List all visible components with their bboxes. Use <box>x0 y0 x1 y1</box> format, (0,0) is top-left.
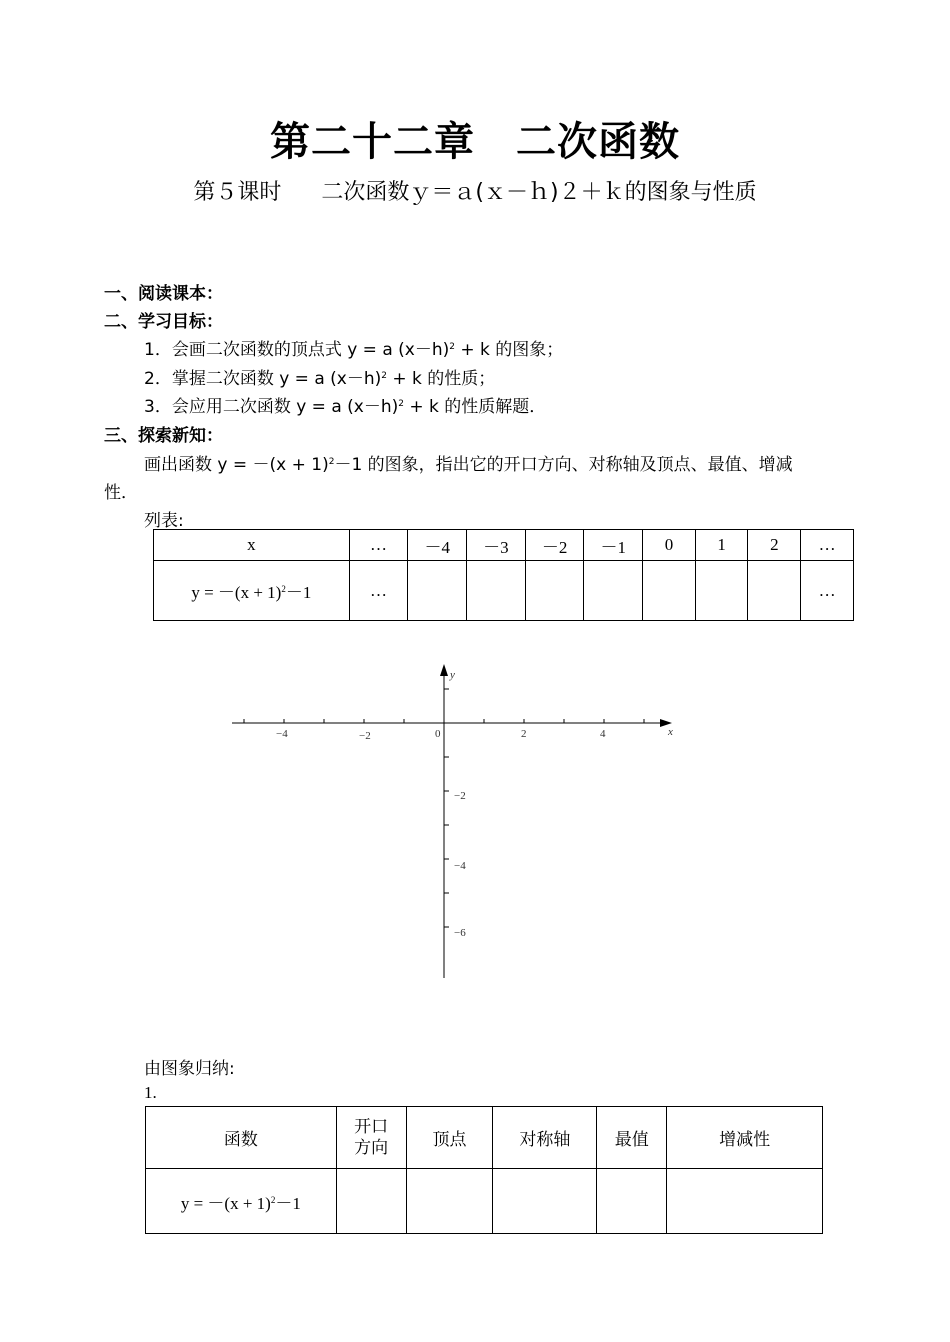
table-cell: 2 <box>748 530 801 561</box>
summary-label: 由图象归纳: <box>144 1059 235 1079</box>
table-cell[interactable] <box>493 1169 597 1234</box>
y-tick-label: −4 <box>454 860 466 872</box>
page-title: 第二十二章 二次函数 <box>270 119 680 165</box>
table-row <box>146 1107 823 1169</box>
function-cell: $y = -(x + 1)^2-1$ <box>154 561 350 621</box>
table-cell: … <box>801 561 854 621</box>
table-cell: … <box>349 530 408 561</box>
x-axis-label: x <box>668 726 673 738</box>
table-cell[interactable] <box>667 1169 823 1234</box>
table-cell: x <box>154 530 350 561</box>
function-cell: $y = -(x + 1)^2-1$ <box>146 1169 337 1234</box>
header-vertex: 顶点 <box>406 1107 493 1169</box>
header-monotonicity: 增减性 <box>667 1107 823 1169</box>
header-extreme-value: 最值 <box>597 1107 667 1169</box>
task-text: 画出函数 $y = -(x + 1)^2-1$ 的图象，指出它的开口方向、对称轴及顶点、最值、增减 <box>144 455 793 475</box>
table-cell[interactable] <box>406 1169 493 1234</box>
section-goals-heading: 二、学习目标： <box>104 312 223 332</box>
lesson-topic: 二次函数ｙ＝ａ(ｘ－ｈ)２＋ｋ的图象与性质 <box>321 180 757 205</box>
section-read-heading: 一、阅读课本： <box>104 284 223 304</box>
table-cell: 0 <box>643 530 696 561</box>
table-cell: … <box>801 530 854 561</box>
table-cell: －4 <box>408 530 467 561</box>
table-cell[interactable] <box>336 1169 406 1234</box>
goal-item-2: 2．掌握二次函数 y = a $(x-h)^2 + k$ 的性质； <box>144 369 496 389</box>
list-label: 列表: <box>144 511 184 531</box>
table-cell[interactable] <box>597 1169 667 1234</box>
x-tick-label: −4 <box>276 728 288 740</box>
section-explore-heading: 三、探索新知： <box>104 426 223 446</box>
table-cell: －1 <box>584 530 643 561</box>
summary-number: 1. <box>144 1083 157 1102</box>
y-axis-label: y <box>450 669 455 681</box>
x-tick-label: −2 <box>359 730 371 742</box>
table-cell: 1 <box>695 530 748 561</box>
y-tick-label: −6 <box>454 927 466 939</box>
header-function: 函数 <box>146 1107 337 1169</box>
y-tick-marks <box>444 689 449 927</box>
table-cell: －3 <box>467 530 526 561</box>
summary-table <box>145 1106 823 1234</box>
header-axis-of-symmetry: 对称轴 <box>493 1107 597 1169</box>
task-text-cont: 性． <box>104 483 138 503</box>
table-row <box>146 1169 823 1234</box>
y-axis-arrow <box>440 664 448 676</box>
x-tick-label: 4 <box>600 728 606 740</box>
table-cell: －2 <box>525 530 584 561</box>
lesson-number: 第５课时 <box>193 180 282 205</box>
origin-label: 0 <box>435 728 441 740</box>
goal-item-1: 1．会画二次函数的顶点式 y = a $(x-h)^2 + k$ 的图象； <box>144 340 564 360</box>
goal-item-3: 3．会应用二次函数 y = a $(x-h)^2 + k$ 的性质解题． <box>144 397 547 417</box>
y-tick-label: −2 <box>454 790 466 802</box>
table-cell: … <box>349 561 408 621</box>
header-opening-direction: 开口 方向 <box>336 1107 406 1169</box>
x-tick-label: 2 <box>521 728 527 740</box>
